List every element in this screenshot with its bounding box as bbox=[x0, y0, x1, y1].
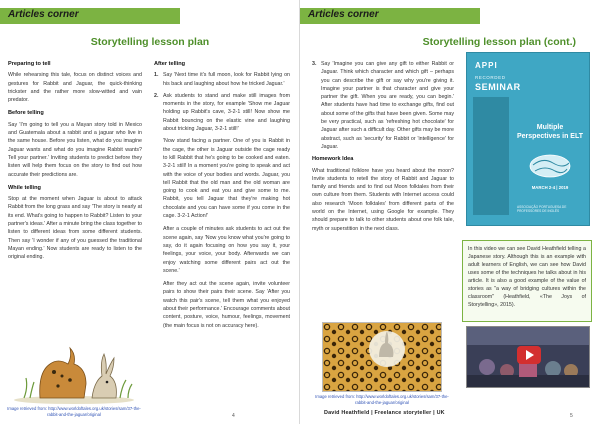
right-page bbox=[300, 0, 600, 424]
poster-headline: Multiple Perspectives in ELT bbox=[517, 124, 584, 140]
after-telling-list bbox=[154, 71, 290, 133]
section-heading-preparing: Preparing to tell bbox=[8, 61, 51, 67]
section-heading-after: After telling bbox=[154, 61, 186, 67]
video-description-box: In this video we can see David Heathfield telling a Japanese story. Although this is an example with adult learners of English, we can see how David uses some of the techniques he talks about in his article. It is also a good example of the value of stories as "a way of bridging cultures within the classroom" (Heathfield, «The Joys of Storytelling», 2015). bbox=[462, 240, 592, 322]
paragraph: After a couple of minutes ask students to act out the scene again, say 'Now you know what you're going to say, do it again focusing on how you say it, your feelings, your voice, your body. Afterwards we can enjoy watching some different pairs act out the scene.' bbox=[163, 226, 290, 274]
articles-corner-banner bbox=[0, 8, 180, 24]
paragraph: What traditional folklore have you heard about the moon? Invite students to retell the story of Rabbit and Jaguar to family and friends and to find out Moon folktales from their own culture from them. Students with Internet access could also research 'Moon folktales' from different parts of the world on the Internet, using Google for example. They should prepare to talk to other students about one folk tale, myth or superstition in the next class. bbox=[312, 167, 454, 232]
moon-rabbit-image bbox=[322, 322, 442, 392]
play-button[interactable] bbox=[517, 346, 541, 364]
list-item: 2. Ask students to stand and make still images from moments in the story, for example 'Show me Jaguar holding up Rabbit's cave, 3-2-1 still! Now show me Rabbit bouncing on the elastic vine and laughing about tricking Jaguar, 3-2-1 still!' bbox=[154, 92, 290, 133]
paragraph: 'Now stand facing a partner. One of you is Rabbit in the cage, the other is Jaguar outside the cage ready to kill Rabbit that he's going to be cooked and eaten. 3-2-1 still! In a moment you're going to speak and act with the voice of your bodies and words. Jaguar, you tell Rabbit that the old man and the old woman are going to cook and eat you and give some to me. Rabbit, you tell Jaguar that they're making hot chocolate and you can have some if you come in the cage. 3-2-1 Action!' bbox=[163, 138, 290, 220]
image-caption: Image retrieved from: http://www.worldoftales.org.uk/stories/sam/37-the-rabbit-and-the-jaguar/original bbox=[7, 406, 141, 417]
left-column-1 bbox=[8, 60, 142, 267]
poster-word: SEMINAR bbox=[475, 82, 521, 92]
appi-seminar-poster bbox=[466, 52, 590, 226]
banner-text: Articles corner bbox=[308, 9, 379, 20]
poster-ribbon bbox=[473, 97, 509, 215]
page-title: Storytelling lesson plan (cont.) bbox=[422, 36, 576, 48]
paragraph: While rehearsing this tale, focus on distinct voices and gestures for Rabbit and Jaguar, the quick-thinking trickster and the rather more slow-witted and vain predator. bbox=[8, 72, 142, 104]
section-heading-homework: Homework Idea bbox=[312, 156, 354, 163]
rabbit-jaguar-image bbox=[10, 342, 138, 404]
video-thumbnail[interactable] bbox=[466, 326, 590, 388]
page-number: 4 bbox=[232, 413, 235, 419]
section-heading-while: While telling bbox=[8, 184, 41, 191]
left-column-2 bbox=[154, 60, 290, 335]
list-item: 1. Say 'Next time it's full moon, look for Rabbit lying on his back and laughing about how he tricked Jaguar.' bbox=[154, 72, 290, 87]
paragraph: After they act out the scene again, invite volunteer pairs to show their pairs their scene. Say 'After you watch this pair's scene, tell them what you enjoyed about their performance.' Encourage comments about content, posture, voice, humour, feelings, movement (the main focus is not on accuracy here). bbox=[163, 281, 290, 329]
poster-org: APPI bbox=[475, 61, 498, 70]
banner-text: Articles corner bbox=[8, 9, 79, 20]
page-title: Storytelling lesson plan bbox=[90, 36, 210, 48]
author-credit: David Heathfield | Freelance storyteller | UK bbox=[324, 410, 445, 416]
after-telling-list-cont bbox=[312, 60, 454, 151]
page-number: 5 bbox=[570, 413, 573, 419]
image-caption: Image retrieved from: http://www.worldoftales.org.uk/stories/sam/37-the-rabbit-and-the-jaguar/original bbox=[315, 394, 449, 405]
list-item: 3. Say 'Imagine you can give any gift to either Rabbit or Jaguar. Think which character and which gift – perhaps you can describe the gift or say why you're giving it. Imagine your partner is that character and give your partner the gift. When you are ready, you can begin.' After students have had time to exchange gifts, find out about some of the gifts that have been given. Some may be very practical, such as 'refreshing hot chocolate' for Jaguar after such a difficult day. Other gifts may be more abstract, such as 'security' for Rabbit or 'intelligence' for Jaguar. bbox=[312, 61, 454, 150]
poster-globe bbox=[519, 153, 581, 179]
poster-date: MARCH 2-4 | 2019 bbox=[531, 185, 569, 190]
right-column-1 bbox=[312, 60, 454, 238]
articles-corner-banner bbox=[300, 8, 480, 24]
paragraph: Say 'I'm going to tell you a Mayan story told in Mexico and Guatemala about a rabbit and a jaguar who live in the same house. Before you listen, what do you imagine Jaguar wants and what do you imagine Rabbit wants? Tell your partner.' Inviting students to predict before they listen will help them focus on the story to find out how accurate their predictions are. bbox=[8, 121, 142, 178]
poster-footer: ASSOCIAÇÃO PORTUGUESA DE PROFESSORES DE INGLÊS bbox=[517, 205, 567, 213]
rabbit-jaguar-illustration bbox=[10, 342, 138, 404]
play-icon bbox=[517, 346, 541, 364]
section-heading-before: Before telling bbox=[8, 110, 44, 117]
paragraph: Stop at the moment when Jaguar is about to attack Rabbit from the long grass and say 'The story is nearly at its end. What's going to happen to Rabbit? Listen to your partner's ideas.' After a minute bring the class together to listen to different ideas from some different students. Then say 'I wonder if any of you guessed the traditional Mayan ending.' Now students are ready to listen to the original ending. bbox=[8, 196, 142, 261]
poster-sub: RECORDED bbox=[475, 75, 506, 80]
